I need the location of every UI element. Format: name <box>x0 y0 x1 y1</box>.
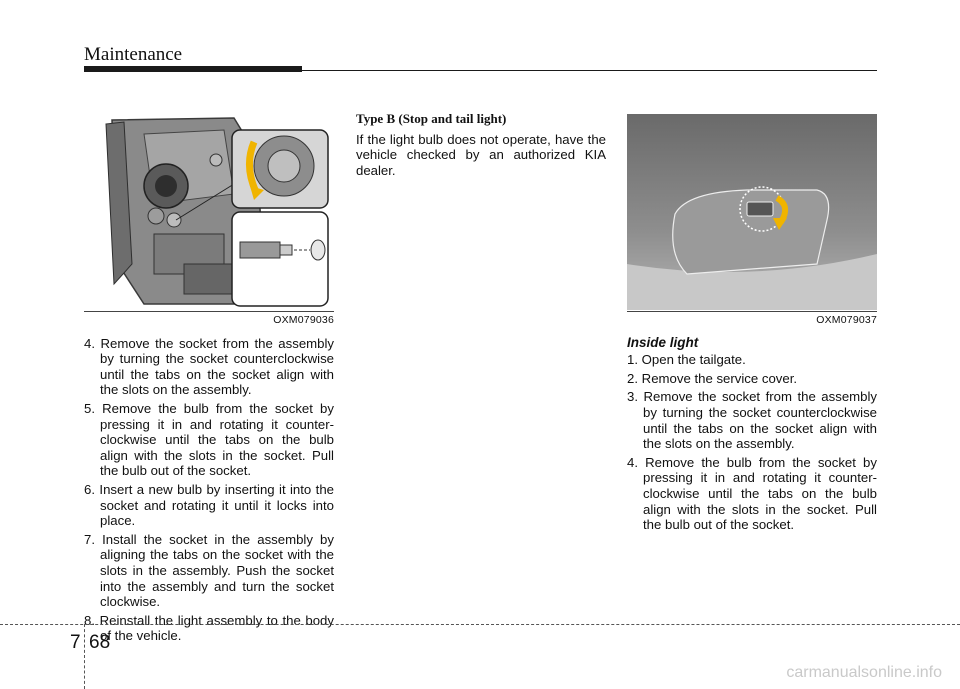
type-b-heading: Type B (Stop and tail light) <box>356 111 507 126</box>
footer-divider <box>84 624 85 689</box>
page-header-title: Maintenance <box>84 44 183 65</box>
footer-rule <box>0 624 960 625</box>
chapter-number: 7 <box>70 632 81 653</box>
tailgate-illustration <box>627 114 877 310</box>
step-item: 4. Remove the bulb from the socket by pressing it in and rotating it counter-clockwise until the tabs on the bulb align with the slots in the socket. Pull the bulb out of the socket. <box>627 454 877 533</box>
step-item: 8. Reinstall the light assembly to the body of the vehicle. <box>84 612 334 644</box>
middle-column <box>356 111 606 178</box>
header-rule <box>302 70 877 71</box>
type-b-text: If the light bulb does not operate, have the vehicle checked by an authorized KIA dealer. <box>356 131 606 178</box>
tail-lamp-socket-figure <box>84 114 334 310</box>
watermark: carmanualsonline.info <box>786 664 942 681</box>
inside-light-step-list <box>627 352 877 533</box>
step-item: 6. Insert a new bulb by inserting it into the socket and rotating it until it locks into place. <box>84 481 334 529</box>
step-item: 2. Remove the service cover. <box>627 370 798 386</box>
left-column <box>84 114 334 647</box>
figure-code-right: OXM079037 <box>627 311 877 330</box>
inside-light-heading: Inside light <box>627 334 699 350</box>
page-number: 68 <box>89 632 111 653</box>
tail-lamp-illustration <box>84 114 334 310</box>
right-column <box>627 114 877 536</box>
left-step-list <box>84 336 334 644</box>
step-item: 5. Remove the bulb from the socket by pressing it in and rotating it counter-clockwise until the tabs on the bulb align with the slots in the socket. Pull the bulb out of the socket. <box>84 400 334 479</box>
step-item: 7. Install the socket in the assembly by aligning the tabs on the socket with the slots in the assembly. Push the socket into the assembly and turn the socket clockwise. <box>84 531 334 610</box>
figure-code-left: OXM079036 <box>84 311 334 330</box>
header-bar <box>84 66 302 72</box>
step-item: 4. Remove the socket from the assembly by turning the socket counterclockwise until the tabs on the socket align with the slots on the assembly. <box>84 335 334 398</box>
step-item: 3. Remove the socket from the assembly by turning the socket counterclockwise until the tabs on the socket align with the slots on the assembly. <box>627 389 877 452</box>
tailgate-cover-figure <box>627 114 877 310</box>
step-item: 1. Open the tailgate. <box>627 352 746 368</box>
